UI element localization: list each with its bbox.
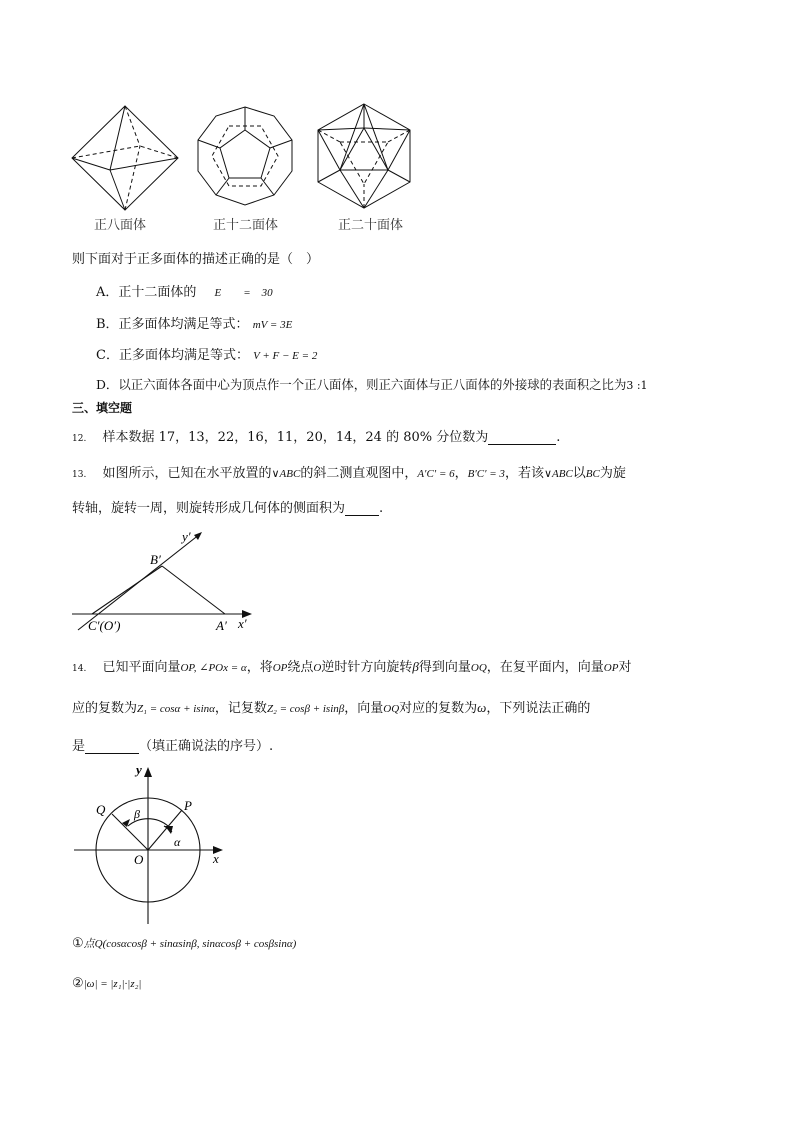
q14-z2: Z₂ = cosβ + isinβ bbox=[266, 703, 345, 715]
q13-sep: ， bbox=[454, 466, 468, 481]
q13-triangle: ∨ABC bbox=[271, 468, 301, 480]
option-label: B．正多面体均满足等式： bbox=[96, 317, 249, 332]
q13-text-e: 为旋 bbox=[599, 466, 626, 481]
q14-unit-circle-figure bbox=[70, 762, 230, 932]
q14-text-d: 逆时针方向旋转 bbox=[321, 660, 413, 675]
q13-triangle-2: ∨ABC bbox=[543, 468, 573, 480]
option-math: mV = 3E bbox=[252, 319, 293, 331]
q14-omega: ω bbox=[477, 700, 487, 715]
answer-blank bbox=[488, 430, 556, 445]
question-number: 14. bbox=[72, 664, 87, 674]
q14-text-m: 是 bbox=[72, 739, 86, 754]
octahedron-caption: 正八面体 bbox=[94, 218, 147, 233]
q11-option-d bbox=[96, 375, 648, 393]
axis-y-label: y bbox=[136, 762, 142, 777]
q13-text-a: 如图所示，已知在水平放置的 bbox=[102, 466, 272, 481]
question-number: 13. bbox=[72, 470, 87, 480]
answer-blank bbox=[85, 739, 139, 754]
q14-text-j: ，向量 bbox=[344, 701, 384, 716]
q14-op-2: OP bbox=[603, 662, 619, 674]
q14-op: OP bbox=[272, 662, 288, 674]
q13-line1 bbox=[72, 462, 626, 481]
q12-end: . bbox=[556, 430, 561, 445]
statement-number: ① bbox=[72, 936, 84, 951]
axis-x-label: x bbox=[213, 851, 219, 866]
q13-ac: A′C′ = 6 bbox=[417, 468, 455, 480]
point-a-label: A′ bbox=[216, 618, 227, 633]
q14-o: O bbox=[313, 662, 322, 674]
dodecahedron-figure bbox=[194, 106, 296, 206]
q14-text-l: ，下列说法正确的 bbox=[486, 701, 591, 716]
q13-text-c: ，若该 bbox=[504, 466, 544, 481]
q14-oq: OQ bbox=[470, 662, 487, 674]
q14-op-angle: OP, ∠POx = α bbox=[180, 662, 247, 674]
q13-end: . bbox=[379, 501, 384, 516]
q13-oblique-figure bbox=[70, 528, 260, 636]
point-p-label: P bbox=[184, 798, 192, 813]
q14-line1 bbox=[72, 656, 631, 675]
q11-option-a bbox=[96, 281, 273, 300]
point-c-label: C′(O′) bbox=[88, 618, 121, 633]
q14-text-a: 已知平面向量 bbox=[102, 660, 181, 675]
q14-z1: Z₁ = cosα + isinα bbox=[137, 703, 215, 715]
octahedron-figure bbox=[70, 104, 180, 212]
q14-text-g: 对 bbox=[618, 660, 632, 675]
statement-text: |ω| = |z₁|·|z₂| bbox=[83, 978, 142, 990]
q13-text-d: 以 bbox=[572, 466, 586, 481]
q14-text-c: 绕点 bbox=[287, 660, 314, 675]
point-b-label: B′ bbox=[150, 552, 161, 567]
q11-option-b bbox=[96, 313, 292, 332]
statement-number: ② bbox=[72, 976, 84, 991]
option-label: C．正多面体均满足等式： bbox=[96, 348, 249, 363]
q14-statement-2 bbox=[72, 976, 141, 991]
axis-y-label: y′ bbox=[182, 529, 191, 544]
q11-stem: 则下面对于正多面体的描述正确的是（ ） bbox=[72, 252, 320, 267]
q14-line3 bbox=[72, 735, 273, 754]
q13-bc: B′C′ = 3 bbox=[467, 468, 505, 480]
q13-text-b: 的斜二测直观图中， bbox=[300, 466, 418, 481]
q14-text-i: ，记复数 bbox=[214, 701, 267, 716]
icosahedron-figure bbox=[316, 102, 412, 210]
q13-bc-axis: BC bbox=[585, 468, 600, 480]
q14-text-e: 得到向量 bbox=[418, 660, 471, 675]
option-math: E = 30 bbox=[214, 287, 273, 299]
option-label: D．以正六面体各面中心为顶点作一个正八面体，则正六面体与正八面体的外接球的表面积之比为 bbox=[96, 377, 627, 392]
q14-text-f: ，在复平面内，向量 bbox=[486, 660, 604, 675]
q14-line2 bbox=[72, 697, 590, 716]
q14-oq-2: OQ bbox=[383, 703, 400, 715]
beta-label: β bbox=[134, 807, 140, 821]
section-title: 三、填空题 bbox=[72, 401, 133, 415]
dodecahedron-caption: 正十二面体 bbox=[213, 218, 279, 233]
question-number: 12. bbox=[72, 434, 87, 444]
q14-statement-1 bbox=[72, 935, 296, 951]
q14-text-b: ，将 bbox=[246, 660, 273, 675]
q14-text-k: 对应的复数为 bbox=[399, 701, 478, 716]
q13-text-line2: 转轴，旋转一周，则旋转形成几何体的侧面积为 bbox=[72, 501, 346, 516]
q11-option-c bbox=[96, 344, 317, 363]
q14-text-n: （填正确说法的序号）. bbox=[139, 739, 274, 754]
option-math: V + F − E = 2 bbox=[253, 350, 318, 362]
q12 bbox=[72, 426, 560, 445]
q12-text: 样本数据 17，13，22，16，11，20，14，24 的 80% 分位数为 bbox=[102, 430, 489, 445]
option-math: 3 :1 bbox=[626, 379, 648, 392]
statement-text: 点Q(cosαcosβ + sinαsinβ, sinαcosβ + cosβsinα) bbox=[83, 938, 297, 950]
option-label: A．正十二面体的 bbox=[96, 285, 197, 300]
axis-x-label: x′ bbox=[238, 616, 247, 631]
q14-beta: β bbox=[412, 659, 419, 674]
q14-text-h: 应的复数为 bbox=[72, 701, 138, 716]
point-q-label: Q bbox=[96, 802, 106, 817]
icosahedron-caption: 正二十面体 bbox=[338, 218, 404, 233]
origin-label: O bbox=[134, 852, 144, 867]
answer-blank bbox=[345, 501, 379, 516]
q13-line2 bbox=[72, 497, 383, 516]
alpha-label: α bbox=[174, 835, 181, 849]
